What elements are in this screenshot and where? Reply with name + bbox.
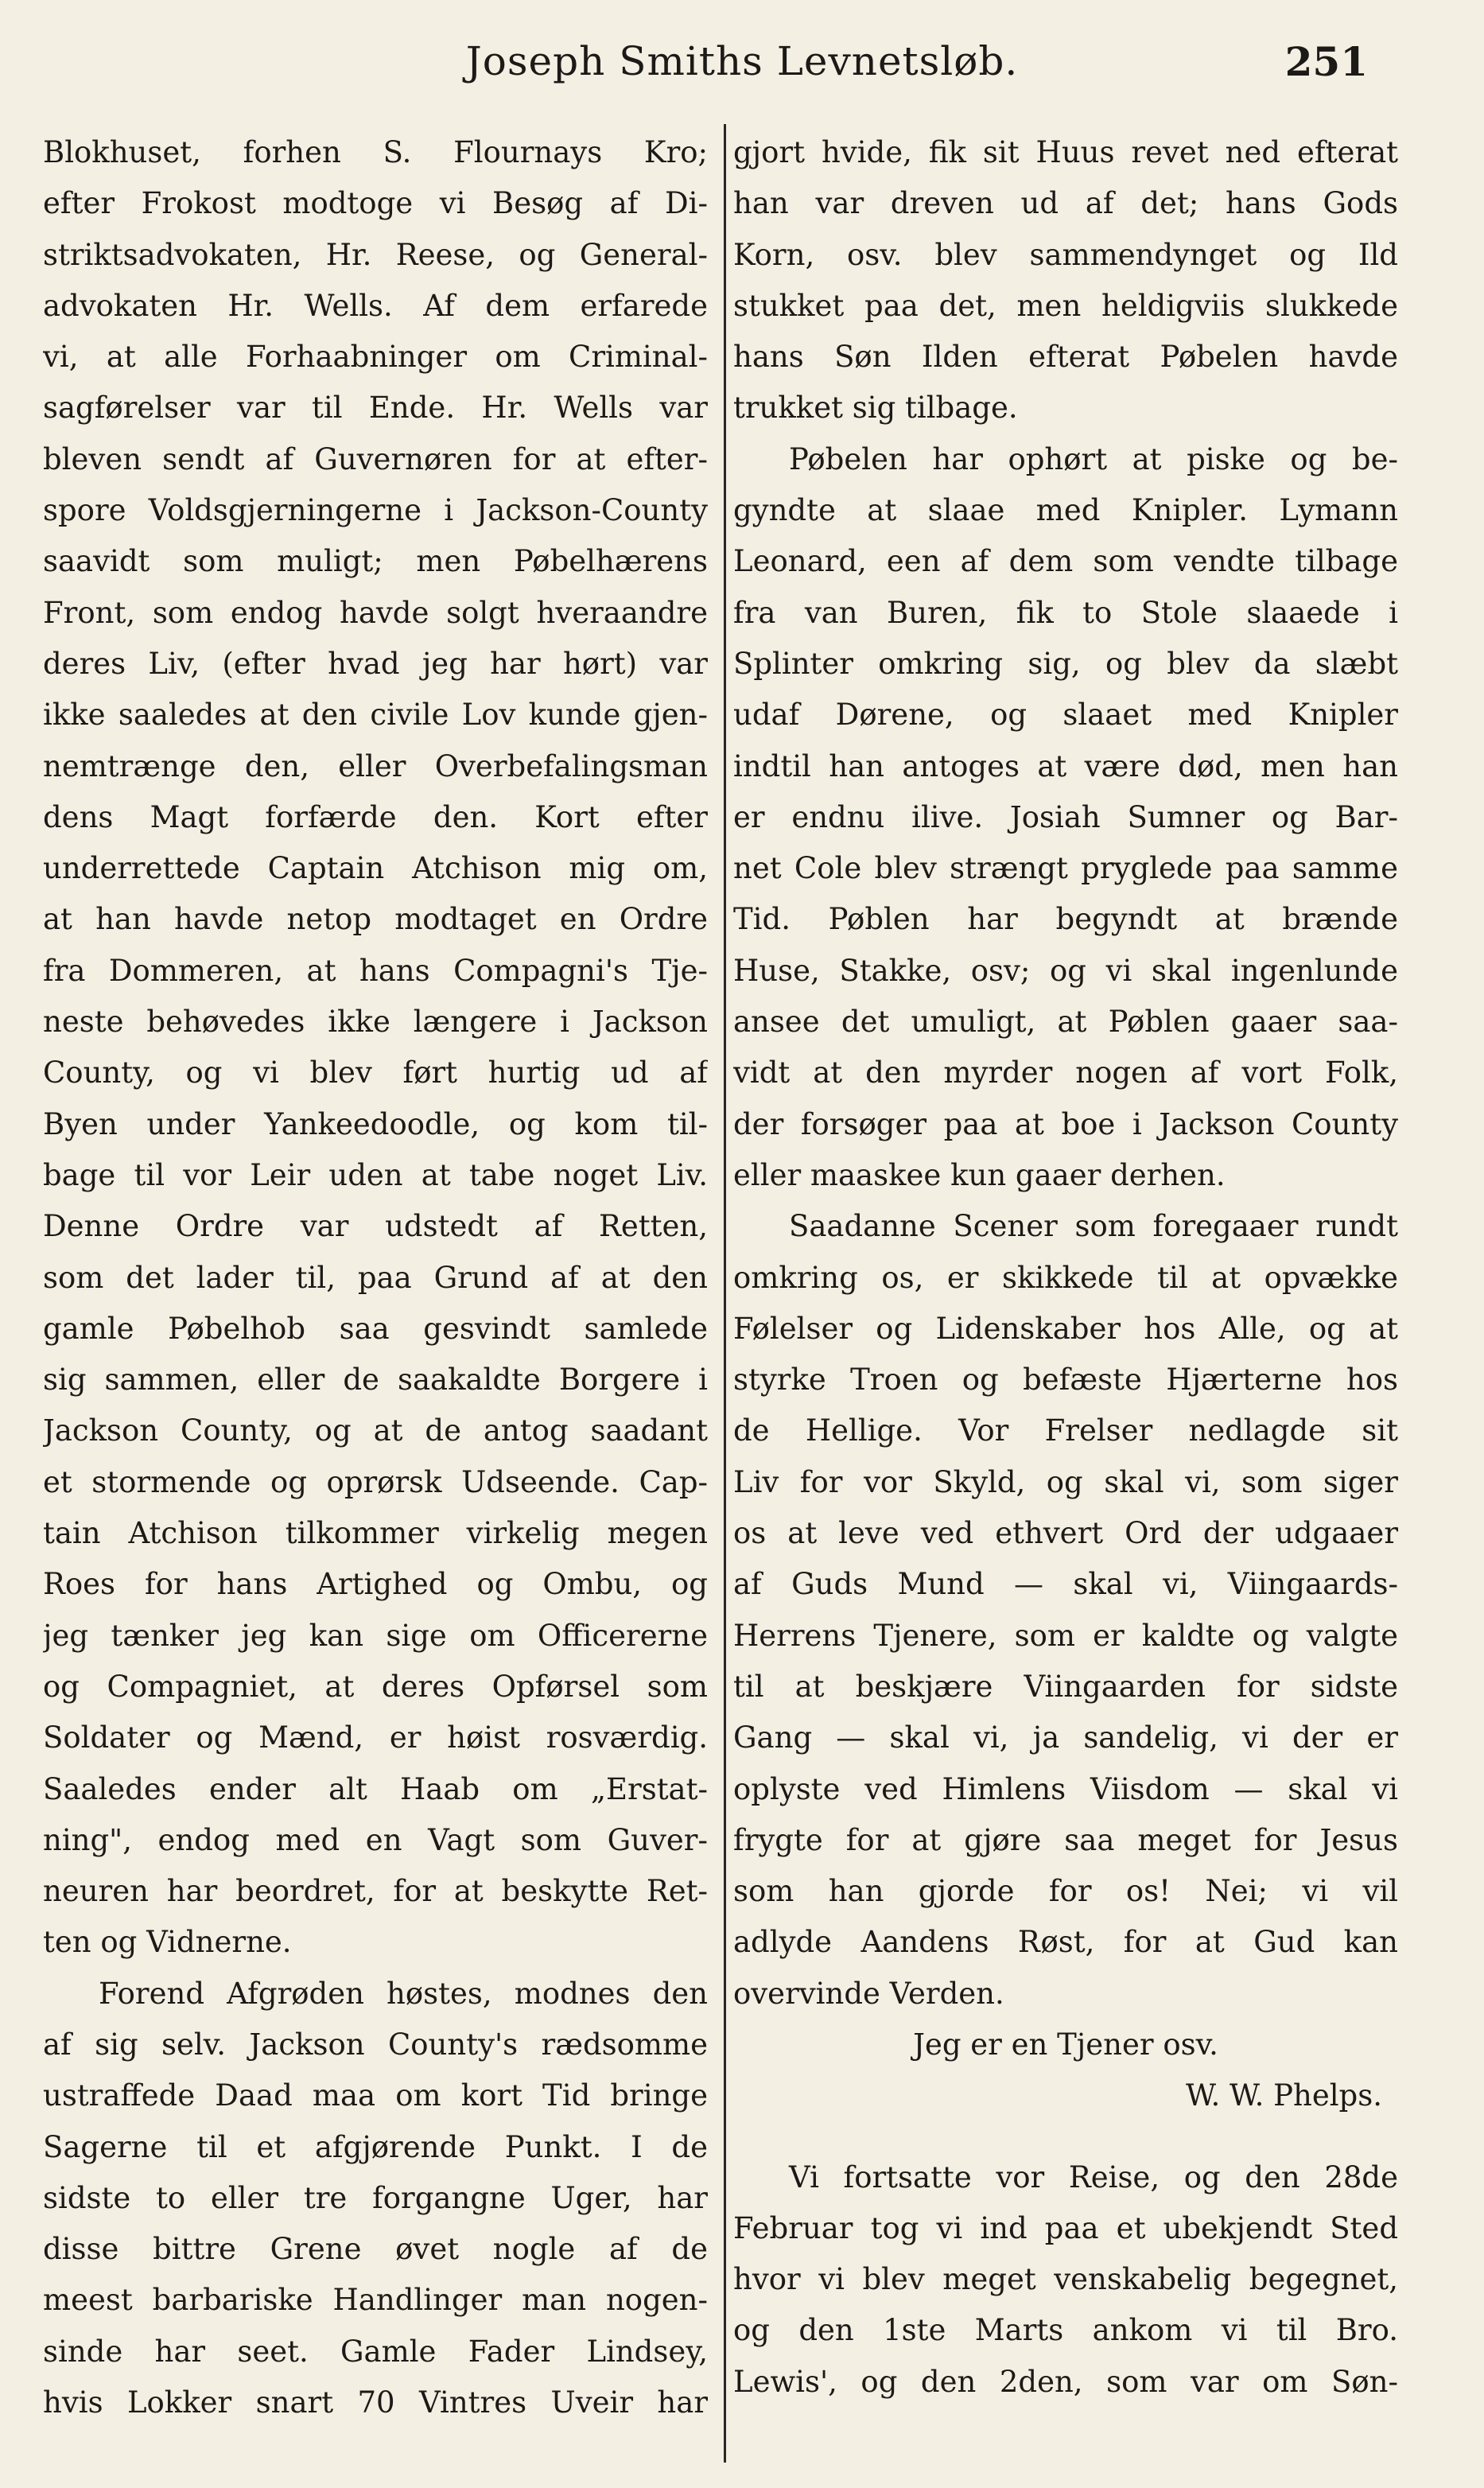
- text-line: Lewis', og den 2den, som var om Søn-: [733, 2364, 1398, 2399]
- text-line: er endnu ilive. Josiah Sumner og Bar-: [733, 799, 1398, 834]
- text-line: Blokhuset, forhen S. Flournays Kro;: [43, 135, 708, 169]
- text-line: gamle Pøbelhob saa gesvindt samlede: [43, 1311, 708, 1346]
- text-line: fra Dommeren, at hans Compagni's Tje-: [43, 953, 708, 988]
- text-line: net Cole blev strængt prygledе paa samme: [733, 851, 1398, 886]
- text-line: saavidt som muligt; men Pøbelhærens: [43, 544, 708, 579]
- text-line: spore Voldsgjerningerne i Jackson-County: [43, 493, 708, 528]
- text-line: Denne Ordre var udstedt af Retten,: [43, 1209, 708, 1244]
- text-line: neste behøvedes ikke længere i Jackson: [43, 1005, 708, 1040]
- text-line: indtil han antoges at være død, men han: [733, 748, 1398, 783]
- page-number: 251: [1284, 38, 1368, 85]
- text-line: af Guds Mund — skal vi, Viingaards-: [733, 1567, 1398, 1602]
- text-line: Liv for vor Skyld, og skal vi, som siger: [733, 1464, 1398, 1499]
- text-line: dens Magt forfærde den. Kort efter: [43, 799, 708, 834]
- text-line: hans Søn Ilden efterat Pøbelen havde: [733, 340, 1398, 375]
- column-divider: [724, 124, 726, 2463]
- text-line: sagførelser var til Ende. Hr. Wells var: [43, 391, 708, 426]
- text-line: Korn, osv. blev sammendynget og Ild: [733, 237, 1398, 272]
- text-line: eller maaskee kun gaaer derhen.: [733, 1157, 1226, 1192]
- text-line: underrettede Captain Atchison mig om,: [43, 851, 708, 886]
- text-line: advokaten Hr. Wells. Af dem erfarede: [43, 288, 708, 323]
- paragraph-start-line: Vi fortsatte vor Reise, og den 28de: [789, 2160, 1398, 2194]
- text-line: Gang — skal vi, ja sandelig, vi der er: [733, 1720, 1398, 1755]
- text-line: Soldater og Mænd, er høist rosværdig.: [43, 1720, 708, 1755]
- text-line: County, og vi blev ført hurtig ud af: [43, 1055, 708, 1090]
- text-line: Byen under Yankeedoodle, og kom til-: [43, 1106, 708, 1141]
- text-line: styrke Troen og befæste Hjærterne hos: [733, 1363, 1398, 1398]
- text-line: deres Liv, (efter hvad jeg har hørt) var: [43, 646, 708, 681]
- text-line: Følelser og Lidenskaber hos Alle, og at: [733, 1311, 1398, 1346]
- text-line: ikke saaledes at den civile Lov kunde gjen-: [43, 698, 708, 733]
- text-line: overvinde Verden.: [733, 1976, 1004, 2011]
- text-line: til at beskjære Viingaarden for sidste: [733, 1669, 1398, 1704]
- text-line: os at leve ved ethvert Ord der udgaaer: [733, 1516, 1398, 1551]
- text-line: Herrens Tjenere, som er kaldte og valgte: [733, 1618, 1398, 1653]
- text-line: og Compagniet, at deres Opførsel som: [43, 1669, 708, 1704]
- text-line: udaf Dørene, og slaaet med Knipler: [733, 698, 1398, 733]
- text-line: af sig selv. Jackson County's rædsomme: [43, 2027, 708, 2062]
- text-line: Saaledes ender alt Haab om „Erstat-: [43, 1771, 708, 1806]
- text-line: ustraffede Daad maa om kort Tid bringe: [43, 2078, 708, 2113]
- text-line: oplyste ved Himlens Viisdom — skal vi: [733, 1771, 1398, 1806]
- text-line: adlyde Aandens Røst, for at Gud kan: [733, 1925, 1398, 1960]
- text-line: tain Atchison tilkommer virkelig megen: [43, 1516, 708, 1551]
- text-line: frygte for at gjøre saa meget for Jesus: [733, 1822, 1398, 1857]
- text-line: efter Frokost modtoge vi Besøg af Di-: [43, 186, 708, 221]
- text-line: bleven sendt af Guvernøren for at efter-: [43, 441, 708, 476]
- text-line: stukket paa det, men heldigviis slukkede: [733, 288, 1398, 323]
- letter-signature: W. W. Phelps.: [1185, 2078, 1382, 2113]
- text-line: fra van Buren, fik to Stole slaaede i: [733, 595, 1398, 630]
- text-line: og den 1ste Marts ankom vi til Bro.: [733, 2313, 1398, 2348]
- text-line: Front, som endog havde solgt hveraandre: [43, 595, 708, 630]
- text-line: trukket sig tilbage.: [733, 391, 1018, 426]
- text-line: Jackson County, og at de antog saadant: [43, 1413, 708, 1448]
- text-line: han var dreven ud af det; hans Gods: [733, 186, 1398, 221]
- text-line: sidste to eller tre forgangne Uger, har: [43, 2180, 708, 2215]
- letter-closing: Jeg er en Tjener osv.: [913, 2027, 1218, 2062]
- text-line: Sagerne til et afgjørende Punkt. I de: [43, 2129, 708, 2164]
- text-line: sig sammen, eller de saakaldte Borgere i: [43, 1363, 708, 1398]
- text-line: neuren har beordret, for at beskytte Ret-: [43, 1874, 708, 1909]
- text-line: omkring os, er skikkede til at opvække: [733, 1260, 1398, 1295]
- text-line: hvis Lokker snart 70 Vintres Uveir har: [43, 2385, 708, 2420]
- text-line: hvor vi blev meget venskabelig begegnet,: [733, 2262, 1398, 2297]
- text-line: bage til vor Leir uden at tabe noget Liv.: [43, 1157, 708, 1192]
- text-line: de Hellige. Vor Frelser nedlagde sit: [733, 1413, 1398, 1448]
- text-line: jeg tænker jeg kan sige om Officererne: [43, 1618, 708, 1653]
- text-line: som det lader til, paa Grund af at den: [43, 1260, 708, 1295]
- text-line: Leonard, een af dem som vendte tilbage: [733, 544, 1398, 579]
- text-line: gjort hvide, fik sit Huus revet ned efterat: [733, 135, 1398, 169]
- text-line: ansee det umuligt, at Pøblen gaaer saa-: [733, 1005, 1398, 1040]
- text-line: Huse, Stakke, osv; og vi skal ingenlunde: [733, 953, 1398, 988]
- text-line: Roes for hans Artighed og Ombu, og: [43, 1567, 708, 1602]
- text-line: ning", endog med en Vagt som Guver-: [43, 1822, 708, 1857]
- text-line: sinde har seet. Gamle Fader Lindsey,: [43, 2334, 708, 2369]
- text-line: som han gjorde for os! Nei; vi vil: [733, 1874, 1398, 1909]
- paragraph-start-line: Saadanne Scener som foregaaer rundt: [789, 1209, 1398, 1244]
- text-line: der forsøger paa at boe i Jackson County: [733, 1106, 1398, 1141]
- paragraph-gap: [733, 2122, 1398, 2152]
- text-line: striktsadvokaten, Hr. Reese, og General-: [43, 237, 708, 272]
- text-line: gyndte at slaae med Knipler. Lymann: [733, 493, 1398, 528]
- text-line: Tid. Pøblen har begyndt at brænde: [733, 902, 1398, 937]
- paragraph-start-line: Pøbelen har ophørt at piske og be-: [789, 441, 1398, 476]
- text-line: vidt at den myrder nogen af vort Folk,: [733, 1055, 1398, 1090]
- text-line: Februar tog vi ind paa et ubekjendt Sted: [733, 2210, 1398, 2245]
- text-line: vi, at alle Forhaabninger om Criminal-: [43, 340, 708, 375]
- text-line: ten og Vidnerne.: [43, 1925, 292, 1960]
- text-line: nemtrænge den, eller Overbefalingsman: [43, 748, 708, 783]
- text-line: at han havde netop modtaget en Ordre: [43, 902, 708, 937]
- left-column: [43, 127, 708, 2428]
- text-line: disse bittre Grene øvet nogle af de: [43, 2232, 708, 2267]
- text-line: Splinter omkring sig, og blev da slæbt: [733, 646, 1398, 681]
- running-header-title: Joseph Smiths Levnetsløb.: [465, 38, 1019, 84]
- text-line: et stormende og oprørsk Udseende. Cap-: [43, 1464, 708, 1499]
- text-line: meest barbariske Handlinger man nogen-: [43, 2283, 708, 2318]
- paragraph-start-line: Forend Afgrøden høstes, modnes den: [99, 1976, 708, 2011]
- right-column: [733, 127, 1398, 2408]
